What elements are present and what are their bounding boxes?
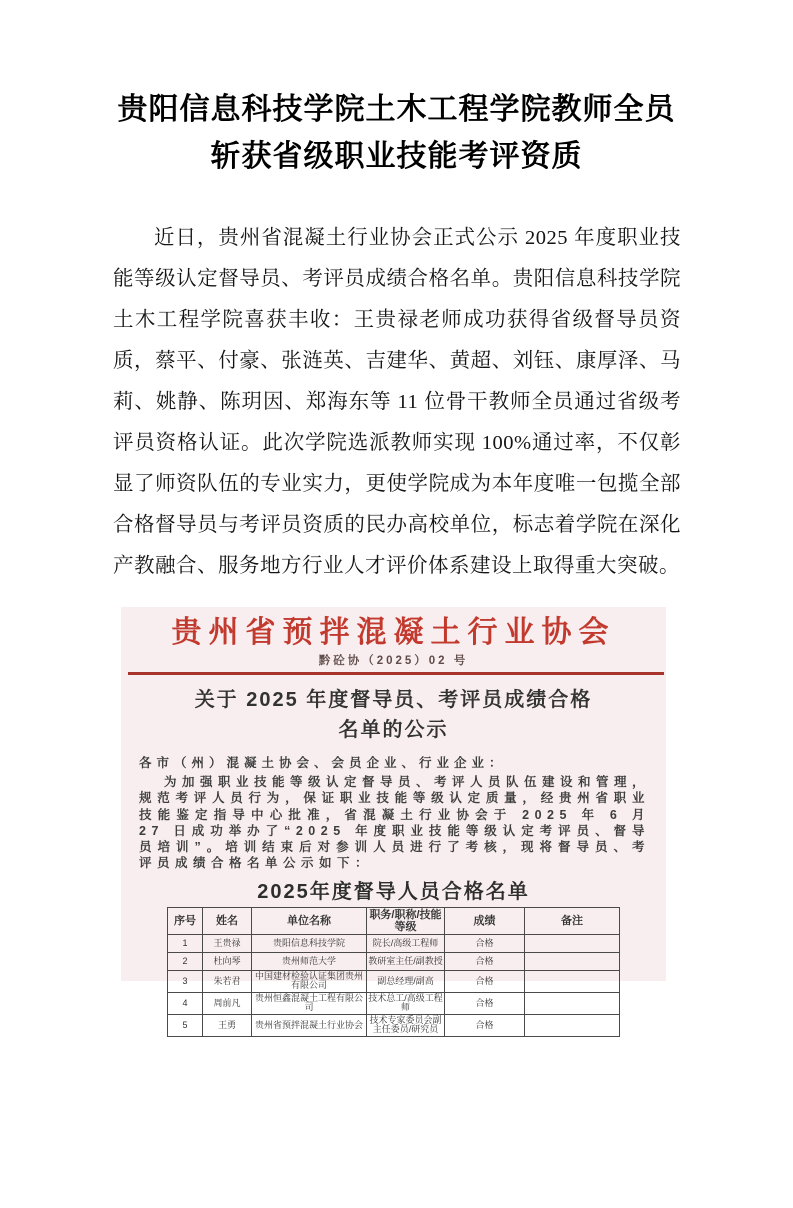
table-cell: 王贵禄 [203, 934, 252, 952]
table-cell: 2 [168, 952, 203, 970]
table-cell [525, 1014, 620, 1036]
table-cell: 1 [168, 934, 203, 952]
table-cell: 贵州师范大学 [252, 952, 367, 970]
table-cell: 技术总工/高级工程师 [368, 992, 443, 1013]
table-cell: 中国建材检验认证集团贵州有限公司 [252, 970, 367, 992]
table-header-cell: 职务/职称/技能等级 [367, 907, 445, 934]
notice-image [121, 607, 666, 1035]
table-header-cell: 备注 [525, 907, 620, 934]
table-cell: 贵州省预拌混凝土行业协会 [252, 1014, 367, 1036]
table-row [168, 934, 620, 952]
notice-doc-number: 黔砼协（2025）02 号 [318, 655, 469, 667]
table-cell [525, 952, 620, 970]
notice-title [121, 685, 666, 745]
table-cell: 周前凡 [203, 992, 252, 1014]
table-row [168, 970, 620, 992]
table-cell: 合格 [445, 1014, 525, 1036]
table-cell: 合格 [445, 970, 525, 992]
table-cell: 合格 [445, 992, 525, 1014]
notice-title-line1: 关于 2025 年度督导员、考评员成绩合格 [194, 689, 593, 711]
table-cell: 副总经理/副高 [367, 970, 445, 992]
table-cell: 5 [168, 1014, 203, 1036]
notice-red-rule [128, 672, 664, 675]
document-title-line2: 斩获省级职业技能考评资质 [210, 140, 583, 173]
table-header-cell: 序号 [168, 907, 203, 934]
document-title-line1: 贵阳信息科技学院土木工程学院教师全员 [117, 93, 676, 126]
notice-salutation: 各市（州）混凝土协会、会员企业、行业企业： [139, 756, 507, 770]
notice-table [167, 907, 620, 1037]
document-page [0, 86, 793, 1208]
table-row [168, 952, 620, 970]
table-cell [525, 934, 620, 952]
table-cell: 4 [168, 992, 203, 1014]
table-cell [525, 992, 620, 1014]
notice-table-title: 2025年度督导人员合格名单 [257, 880, 530, 903]
table-header-cell: 成绩 [445, 907, 525, 934]
table-header-cell: 姓名 [203, 907, 252, 934]
table-header-row [168, 907, 620, 934]
table-cell: 3 [168, 970, 203, 992]
table-cell [525, 970, 620, 992]
document-title [40, 86, 753, 180]
table-row [168, 992, 620, 1014]
notice-table-body [168, 907, 620, 1036]
table-cell: 技术专家委员会副主任委员/研究员 [367, 1014, 445, 1036]
table-cell: 合格 [445, 934, 525, 952]
document-paragraph: 近日，贵州省混凝土行业协会正式公示 2025 年度职业技能等级认定督导员、考评员成绩合格名单。贵阳信息科技学院土木工程学院喜获丰收：王贵禄老师成功获得省级督导员资质，蔡平、付豪、张涟英、吉建华、黄超、刘钰、康厚泽、马莉、姚静、陈玥因、郑海东等 11 位骨干教师全员通过省级考评员资格认证。此次学院选派教师实现 100%通过率，不仅彰显了师资队伍的专业实力，更使学院成为本年度唯一包揽全部合格督导员与考评员资质的民办高校单位，标志着学院在深化产教融合、服务地方行业人才评价体系建设上取得重大突破。 [113, 227, 681, 577]
table-cell: 合格 [445, 952, 525, 970]
table-cell: 教研室主任/副教授 [367, 952, 445, 970]
table-cell: 朱若君 [203, 970, 252, 992]
notice-org-name: 贵州省预拌混凝土行业协会 [171, 616, 616, 649]
table-cell: 院长/高级工程师 [367, 934, 445, 952]
table-cell: 王勇 [203, 1014, 252, 1036]
notice-title-line2: 名单的公示 [338, 719, 449, 741]
table-cell: 贵阳信息科技学院 [252, 934, 367, 952]
notice-body: 为加强职业技能等级认定督导员、考评人员队伍建设和管理，规范考评人员行为，保证职业技能等级认定质量，经贵州省职业技能鉴定指导中心批准，省混凝土行业协会于 2025 年 6 月 27 日成功举办了“2025 年度职业技能等级认定考评员、督导员培训”。培训结束后对参训人员进行了考核，现将督导员、考评员成绩合格名单公示如下： [139, 775, 651, 871]
table-row [168, 1014, 620, 1036]
table-header-cell: 单位名称 [252, 907, 367, 934]
table-cell: 杜向琴 [203, 952, 252, 970]
table-cell: 贵州恒鑫混凝土工程有限公司 [252, 992, 367, 1014]
